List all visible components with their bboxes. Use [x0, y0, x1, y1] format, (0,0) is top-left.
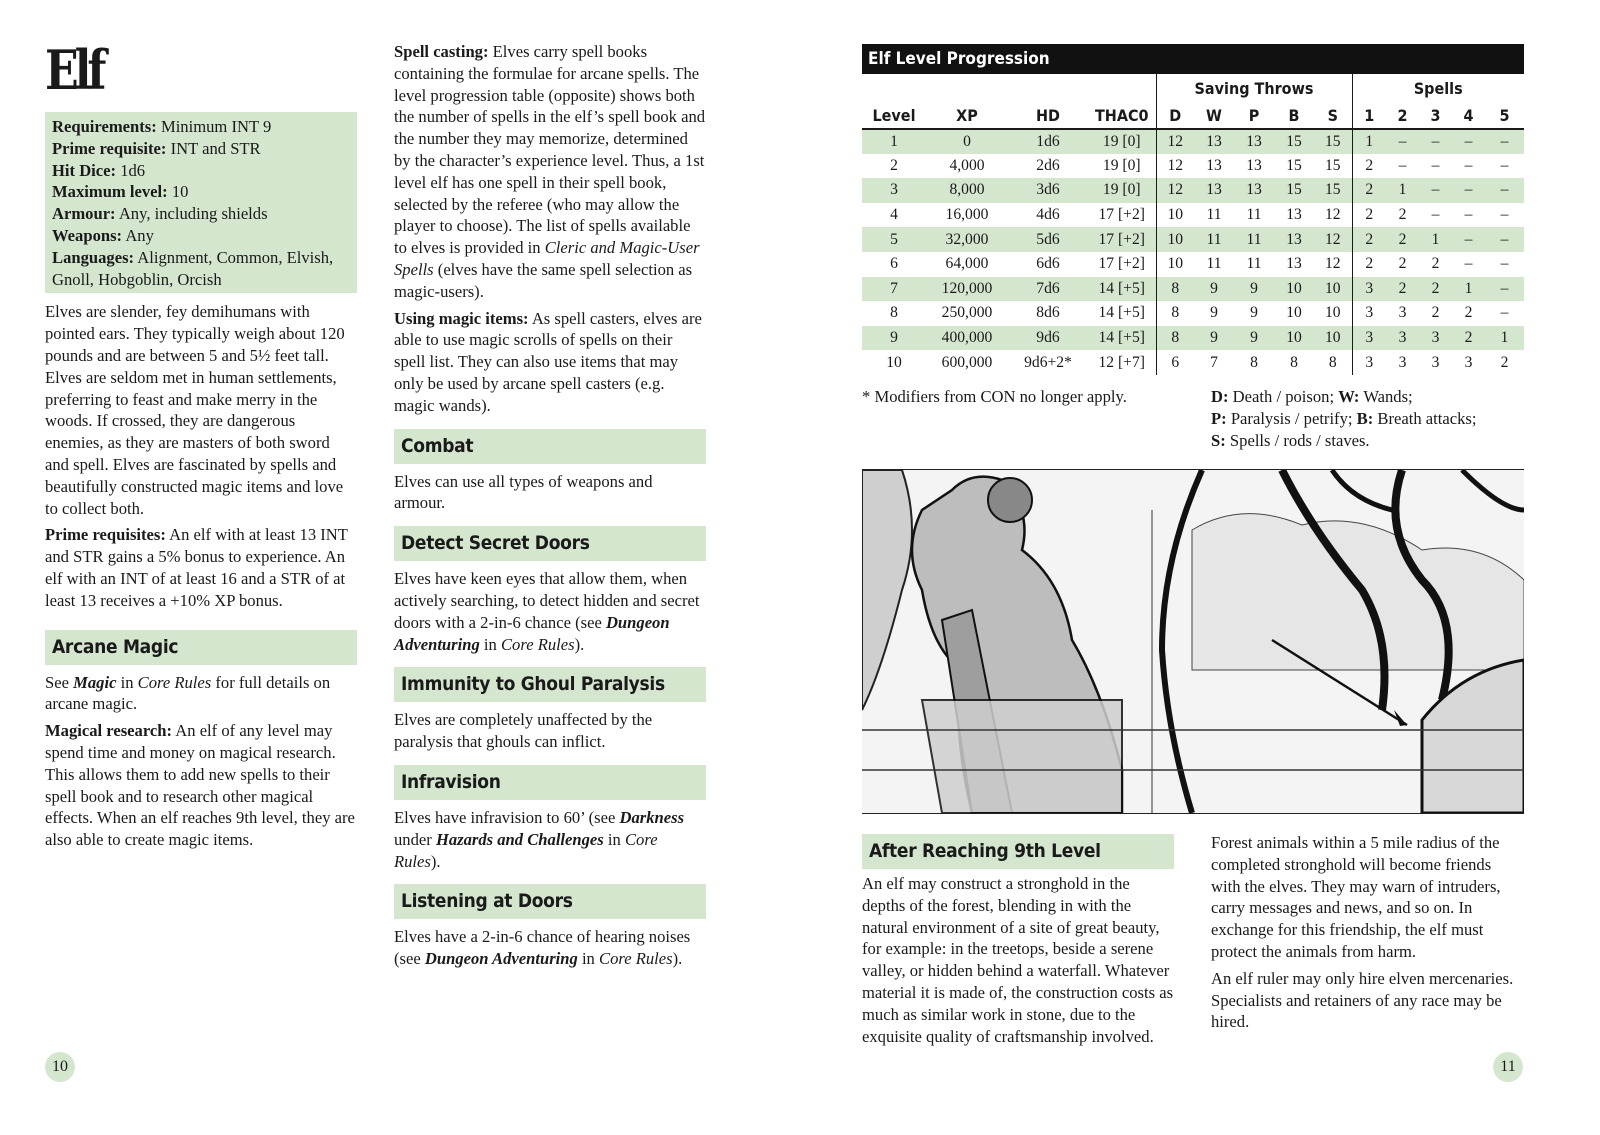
table-cell: 12 — [1156, 129, 1194, 154]
table-cell: 9d6+2* — [1024, 353, 1072, 371]
table-cell: 12 — [1156, 154, 1194, 179]
table-cell: 120,000 — [926, 277, 1008, 302]
after9-paragraph-3: An elf ruler may only hire elven mercenaries. Specialists and retainers of any race may be hired. — [1211, 968, 1514, 1032]
secret-doors-text: Elves have keen eyes that allow them, when actively searching, to detect hidden and secret doors with a 2-in-6 chance (see Dungeon Adventuring in Core Rules). — [394, 569, 700, 654]
column-header: 3 — [1430, 105, 1441, 125]
table-cell: 2 — [1386, 277, 1419, 302]
table-cell: 10 — [1274, 277, 1314, 302]
level-progression-table — [862, 74, 1524, 375]
table-cell: 250,000 — [941, 304, 993, 322]
table-cell: 6 — [890, 255, 898, 273]
table-cell: 17 [+2] — [1098, 206, 1145, 224]
table-body — [862, 129, 1524, 375]
archer-drawing — [862, 470, 1524, 813]
table-cell: 3 — [1398, 353, 1407, 371]
table-cell: 10 — [1274, 326, 1314, 351]
table-cell: 10 — [1156, 252, 1194, 277]
table-cell: 14 [+5] — [1088, 277, 1156, 302]
spells-group-header: Spells — [1352, 74, 1524, 102]
table-cell: – — [1500, 206, 1509, 224]
table-cell: 3d6 — [1008, 178, 1088, 203]
after9-paragraph-1: An elf may construct a stronghold in the depths of the forest, blending in with the natural environment of a site of great beauty, for example: in the treetops, beside a serene valley, or hidden behind a waterfall. Whatever material it is made of, the construction costs as much as similar work in stone, due to the exquisite quality of craftsmanship involved. — [862, 874, 1174, 1046]
table-cell: 2 — [1464, 304, 1473, 322]
table-cell: – — [1485, 129, 1524, 154]
table-cell: – — [1500, 255, 1509, 273]
page-number-right: 11 — [1493, 1052, 1523, 1082]
table-cell: 8 — [1250, 353, 1258, 371]
table-cell: 15 — [1314, 129, 1352, 154]
table-row — [862, 154, 1524, 179]
table-cell: 10 — [1156, 203, 1194, 228]
table-cell: 11 — [1246, 255, 1262, 273]
column-header: S — [1327, 105, 1338, 125]
table-cell: – — [1500, 156, 1509, 174]
table-cell: 12 [+7] — [1098, 353, 1145, 371]
table-row — [862, 203, 1524, 228]
table-cell: 5 — [862, 227, 926, 252]
table-cell: 10 — [1286, 304, 1302, 322]
intro-paragraph: Elves are slender, fey demihumans with pointed ears. They typically weigh about 120 pounds and are between 5 and 5½ feet tall. Elves are seldom met in human settlements, preferring to feast and make merry in the woods. If crossed, they are dangerous enemies, as they are masters of both sword and spell. Elves are fascinated by spells and beautifully constructed magic items and love to collect both. — [45, 302, 345, 518]
table-cell: 1 — [1419, 227, 1452, 252]
table-cell: 11 — [1206, 255, 1222, 273]
table-cell: – — [1452, 227, 1485, 252]
after9-paragraph-2: Forest animals within a 5 mile radius of the completed stronghold will become friends with the elves. They may warn of intruders, carry messages and news, and so on. In exchange for this friendship, the elf must protect the animals from harm. — [1211, 833, 1501, 961]
table-cell: 6 — [1156, 350, 1194, 375]
req-armour: Armour: Any, including shields — [52, 204, 268, 224]
table-cell: – — [1485, 227, 1524, 252]
req-hit-dice: Hit Dice: 1d6 — [52, 160, 146, 180]
table-cell: 13 — [1194, 129, 1234, 154]
table-cell: 11 — [1246, 206, 1262, 224]
table-cell: 13 — [1246, 156, 1262, 174]
table-cell: – — [1431, 206, 1440, 224]
after9-left-column — [862, 822, 1174, 1052]
prime-paragraph: Prime requisites: An elf with at least 13 INT and STR gains a 5% bonus to experience. An elf with an INT of at least 16 and a STR of at least 13 receives a +10% XP bonus. — [45, 525, 348, 610]
table-cell: 4,000 — [949, 156, 985, 174]
table-cell: 3 — [1419, 326, 1452, 351]
left-column — [45, 112, 357, 856]
table-cell: 12 — [1314, 227, 1352, 252]
table-cell: 11 — [1194, 227, 1234, 252]
infravision-text: Elves have infravision to 60’ (see Darkness under Hazards and Challenges in Core Rules). — [394, 807, 685, 871]
legend-line: S: Spells / rods / staves. — [1211, 430, 1370, 450]
magic-items-paragraph: Using magic items: As spell casters, elves are able to use magic scrolls of spells on their spell list. They can also use items that may only be used by arcane spell casters (e.g. magic wands). — [394, 308, 702, 415]
table-cell: 13 — [1206, 156, 1222, 174]
table-cell: 2 — [1452, 326, 1485, 351]
table-row — [862, 252, 1524, 277]
table-cell: 3 — [862, 178, 926, 203]
table-cell: 9 — [862, 326, 926, 351]
middle-column — [394, 41, 706, 975]
table-cell: 19 [0] — [1088, 178, 1156, 203]
ghoul-text: Elves are completely unaffected by the paralysis that ghouls can inflict. — [394, 710, 653, 752]
table-cell: 9 — [1210, 304, 1218, 322]
table-cell: 15 — [1286, 156, 1302, 174]
column-header: HD — [1036, 105, 1060, 125]
table-cell: 2 — [1352, 227, 1386, 252]
table-cell: 10 — [1156, 227, 1194, 252]
table-row — [862, 277, 1524, 302]
table-cell: 400,000 — [926, 326, 1008, 351]
research-paragraph: Magical research: An elf of any level may spend time and money on magical research. This allows them to add new spells to their spell book and to research other magical effects. When an elf reaches 9th level, they are also able to create magic items. — [45, 721, 355, 850]
req-prime: Prime requisite: INT and STR — [52, 138, 261, 158]
table-cell: 7 — [862, 277, 926, 302]
table-cell: 14 [+5] — [1088, 326, 1156, 351]
table-cell: – — [1431, 156, 1440, 174]
table-cell: 32,000 — [926, 227, 1008, 252]
table-cell: 13 — [1274, 227, 1314, 252]
secret-doors-heading: Detect Secret Doors — [394, 526, 706, 561]
table-cell: – — [1419, 178, 1452, 203]
table-row — [862, 301, 1524, 326]
table-cell: 8d6 — [1036, 304, 1060, 322]
table-cell: 14 [+5] — [1098, 304, 1145, 322]
spell-casting-paragraph: Spell casting: Elves carry spell books containing the formulae for arcane spells. The level progression table (opposite) shows both the number of spells in the elf’s spell book and the number they may memorize, determined by the character’s experience level. Thus, a 1st level elf has one spell in their spell book, selected by the referee (who may allow the player to choose). The list of spells available to elves is provided in Cleric and Magic-User Spells (elves have the same spell selection as magic-users). — [394, 42, 706, 301]
table-cell: 8 — [1156, 277, 1194, 302]
table-cell: 2 — [1386, 227, 1419, 252]
table-cell: 1 — [1452, 277, 1485, 302]
table-cell: 7 — [1210, 353, 1218, 371]
table-cell: – — [1452, 129, 1485, 154]
table-cell: 13 — [1234, 178, 1274, 203]
arcane-magic-heading: Arcane Magic — [45, 630, 357, 665]
table-cell: 16,000 — [945, 206, 989, 224]
table-cell: – — [1452, 178, 1485, 203]
table-cell: 9 — [1250, 304, 1258, 322]
table-cell: 3 — [1352, 350, 1386, 375]
table-cell: 19 [0] — [1102, 156, 1141, 174]
table-cell: 2 — [1352, 154, 1386, 179]
column-header: 4 — [1463, 105, 1474, 125]
table-cell: 3 — [1398, 304, 1407, 322]
table-title: Elf Level Progression — [862, 44, 1524, 74]
table-cell: 1 — [1386, 178, 1419, 203]
table-cell: 17 [+2] — [1098, 255, 1145, 273]
table-cell: 5d6 — [1008, 227, 1088, 252]
table-cell: 0 — [926, 129, 1008, 154]
table-cell: 64,000 — [945, 255, 989, 273]
table-cell: 2 — [1419, 277, 1452, 302]
listening-heading: Listening at Doors — [394, 884, 706, 919]
table-cell: 3 — [1352, 301, 1386, 326]
table-cell: 6d6 — [1036, 255, 1060, 273]
table-row — [862, 227, 1524, 252]
table-cell: 13 — [1234, 129, 1274, 154]
table-cell: 15 — [1274, 129, 1314, 154]
infravision-heading: Infravision — [394, 765, 706, 800]
column-header: P — [1248, 105, 1260, 125]
table-cell: – — [1464, 255, 1473, 273]
req-requirements: Requirements: Minimum INT 9 — [52, 117, 272, 136]
table-cell: 8 — [890, 304, 898, 322]
column-header: W — [1206, 105, 1222, 125]
table-cell: 2 — [1431, 304, 1440, 322]
table-cell: 7d6 — [1008, 277, 1088, 302]
table-cell: – — [1419, 129, 1452, 154]
table-cell: 9 — [1194, 326, 1234, 351]
table-cell: – — [1464, 156, 1473, 174]
column-header: 5 — [1499, 105, 1510, 125]
table-cell: – — [1464, 206, 1473, 224]
table-cell: 1d6 — [1008, 129, 1088, 154]
table-cell: 13 — [1286, 255, 1302, 273]
table-cell: 2 — [890, 156, 898, 174]
page-title: Elf — [45, 38, 103, 102]
req-max-level: Maximum level: 10 — [52, 182, 189, 202]
table-row — [862, 350, 1524, 375]
table-cell: 12 — [1324, 206, 1341, 224]
table-cell: 8 — [1156, 326, 1194, 351]
column-header: 1 — [1352, 102, 1386, 129]
table-cell: 12 — [1156, 178, 1194, 203]
table-cell: 3 — [1431, 353, 1440, 371]
column-header: 2 — [1397, 105, 1408, 125]
table-cell: 9 — [1194, 277, 1234, 302]
table-cell: 4 — [890, 206, 898, 224]
req-weapons: Weapons: Any — [52, 225, 154, 245]
table-cell: 8 — [1156, 301, 1194, 326]
table-cell: 2 — [1352, 178, 1386, 203]
requirements-box — [45, 112, 357, 293]
column-header: D — [1156, 102, 1194, 129]
table-cell: 13 — [1194, 178, 1234, 203]
table-cell: 12 — [1324, 255, 1341, 273]
table-cell: 10 — [1314, 326, 1352, 351]
table-cell: 3 — [1352, 277, 1386, 302]
table-cell: 3 — [1386, 326, 1419, 351]
table-cell: 2 — [1398, 255, 1407, 273]
saving-throw-legend — [1211, 386, 1531, 451]
table-cell: 1 — [862, 129, 926, 154]
column-header: Level — [872, 105, 916, 125]
table-cell: 11 — [1234, 227, 1274, 252]
table-cell: 8,000 — [926, 178, 1008, 203]
table-cell: 15 — [1314, 178, 1352, 203]
table-cell: – — [1398, 156, 1407, 174]
table-cell: 2 — [1398, 206, 1407, 224]
combat-heading: Combat — [394, 429, 706, 464]
table-cell: 17 [+2] — [1088, 227, 1156, 252]
table-cell: 15 — [1324, 156, 1341, 174]
table-cell: – — [1500, 304, 1509, 322]
table-cell: 9d6 — [1008, 326, 1088, 351]
table-cell: 9 — [1234, 277, 1274, 302]
table-cell: 8 — [1290, 353, 1298, 371]
table-row — [862, 326, 1524, 351]
table-row — [862, 129, 1524, 154]
column-header: B — [1288, 105, 1300, 125]
table-cell: 19 [0] — [1088, 129, 1156, 154]
table-cell: 600,000 — [941, 353, 993, 371]
table-cell: – — [1485, 277, 1524, 302]
column-header: THAC0 — [1094, 105, 1149, 125]
table-cell: 3 — [1352, 326, 1386, 351]
table-cell: 13 — [1286, 206, 1302, 224]
table-cell: 3 — [1464, 353, 1473, 371]
table-cell: 11 — [1206, 206, 1222, 224]
legend-line: P: Paralysis / petrify; B: Breath attacks; — [1211, 408, 1477, 428]
saving-throws-group-header: Saving Throws — [1156, 74, 1352, 102]
arcane-see-paragraph: See Magic in Core Rules for full details on arcane magic. — [45, 672, 331, 714]
combat-text: Elves can use all types of weapons and armour. — [394, 471, 653, 513]
listening-text: Elves have a 2-in-6 chance of hearing noises (see Dungeon Adventuring in Core Rules). — [394, 927, 691, 969]
after9-right-column — [1211, 832, 1523, 1038]
table-footnote: * Modifiers from CON no longer apply. — [862, 387, 1127, 406]
table-cell: 4d6 — [1036, 206, 1060, 224]
table-cell: 1 — [1352, 129, 1386, 154]
elf-archer-illustration — [862, 469, 1524, 814]
table-cell: 2 — [1352, 252, 1386, 277]
table-cell: 2d6 — [1036, 156, 1060, 174]
after9-heading: After Reaching 9th Level — [862, 834, 1174, 869]
table-cell: 10 — [1324, 304, 1341, 322]
table-cell: 2 — [1352, 203, 1386, 228]
page-number-left: 10 — [45, 1052, 75, 1082]
legend-line: D: Death / poison; W: Wands; — [1211, 387, 1413, 406]
ghoul-heading: Immunity to Ghoul Paralysis — [394, 667, 706, 702]
table-cell: 10 — [1314, 277, 1352, 302]
table-header-row — [862, 102, 1524, 129]
table-cell: 8 — [1328, 353, 1337, 371]
column-header: XP — [956, 105, 978, 125]
table-cell: 15 — [1274, 178, 1314, 203]
table-cell: 2 — [1500, 353, 1509, 371]
table-cell: – — [1485, 178, 1524, 203]
table-cell: 2 — [1431, 255, 1440, 273]
table-cell: 10 — [886, 353, 902, 371]
table-cell: – — [1386, 129, 1419, 154]
table-cell: 1 — [1485, 326, 1524, 351]
req-languages: Languages: Alignment, Common, Elvish, Gnoll, Hobgoblin, Orcish — [52, 247, 334, 289]
table-row — [862, 178, 1524, 203]
table-cell: 9 — [1234, 326, 1274, 351]
